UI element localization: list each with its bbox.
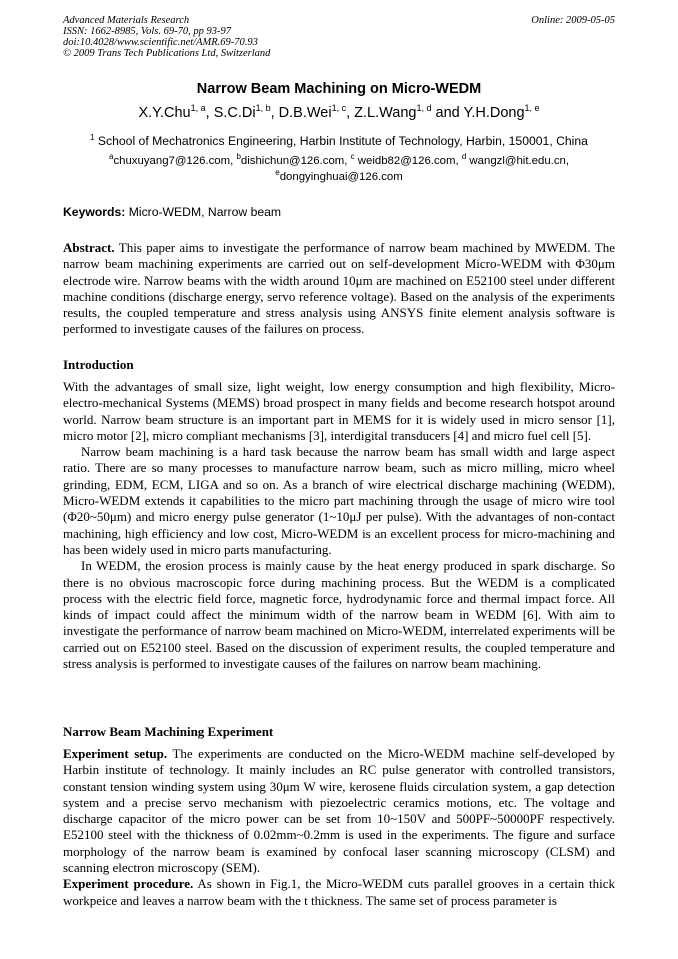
online-date: Online: 2009-05-05 <box>531 15 615 26</box>
setup-text: The experiments are conducted on the Micro-WEDM machine self-developed by Harbin institute of technology. It mainly includes an RC pulse generator with controlled transistors, constant tension winding system using 30μm W wire, kerosene fluids circulation system, a gap detection system and a precise servo mechanism with piezoelectric ceramics motions, etc. The voltage and discharge capacitor of the micro power can be set from 10~150V and 500PF~50000PF respectively. E52100 steel with the thickness of 0.02mm~0.2mm is used in the experiments. The figure and surface morphology of the narrow beam is examined by confocal laser scanning microscopy (CLSM) and scanning electron microscopy (SEM). <box>63 746 615 876</box>
author-separator: , <box>270 104 279 121</box>
abstract <box>63 240 615 338</box>
paper-title: Narrow Beam Machining on Micro-WEDM <box>196 81 482 97</box>
keywords <box>63 205 281 219</box>
procedure-label: Experiment procedure. <box>63 876 194 892</box>
experiment-setup <box>63 746 615 876</box>
intro-paragraph: In WEDM, the erosion process is mainly cause by the heat energy produced in spark discharge. So there is no obvious macroscopic force during machining process. But the WEDM is a complicated process with the electric field force, magnetic force, hydrodynamic force and thermal impact force. All kinds of impact could affect the minimum width of the narrow beam in WEDM [6]. With aim to investigate the performance of narrow beam machined on Micro-WEDM, interrelated experiments will be carried out on E52100 steel. Based on the discussion of experiment results, the coupled temperature and stress analysis is performed to investigate causes of the failures on narrow beam machining. <box>63 558 615 672</box>
author-separator: , <box>205 104 214 121</box>
intro-paragraph: Narrow beam machining is a hard task because the narrow beam has small width and large aspect ratio. There are so many processes to manufacture narrow beam, such as micro milling, micro wheel grinding, EDM, ECM, LIGA and so on. As a branch of wire electrical discharge machining (WEDM), Micro-WEDM extends it capabilities to the micro part machining through the usage of micro wire tool (Φ20~50μm) and micro energy pulse generator (1~10μJ per pulse). With the advantages of non-contact machining, high efficiency and low cost, Micro-WEDM is an excellent process for micro-machining and has been widely used in micro parts manufacturing. <box>63 444 615 557</box>
journal-name: Advanced Materials Research <box>63 15 190 26</box>
email-line-2 <box>0 168 678 183</box>
author-name: D.B.Wei <box>278 104 332 121</box>
author-sup: 1, a <box>190 103 206 113</box>
section-heading-experiment: Narrow Beam Machining Experiment <box>63 724 274 739</box>
experiment-body <box>63 746 615 909</box>
email-sup: c <box>350 152 355 161</box>
email-address: dishichun@126.com, <box>240 154 351 167</box>
author-name: X.Y.Chu <box>138 104 191 121</box>
email-sup: a <box>108 152 114 161</box>
intro-paragraph: With the advantages of small size, light weight, low energy consumption and high flexibility, Micro-electro-mechanical Systems (MEMS) broad prospect in many fields and become research hotspot around world. Narrow beam structure is an important part in MEMS for it is widely used in micro sensor [1], micro motor [2], micro compliant mechanisms [3], interdigital transducers [4] and micro fuel cell [5]. <box>63 379 615 443</box>
author-sup: 1, d <box>416 103 432 113</box>
email-sup: b <box>236 152 241 161</box>
issn-line: ISSN: 1662-8985, Vols. 69-70, pp 93-97 <box>63 26 231 37</box>
author-name: Y.H.Dong <box>463 104 525 121</box>
author-separator: and <box>431 104 464 121</box>
doi-line: doi:10.4028/www.scientific.net/AMR.69-70.93 <box>63 37 258 48</box>
author-sup: 1, b <box>255 103 271 113</box>
author-list <box>0 103 678 121</box>
email-address: chuxuyang7@126.com, <box>113 154 237 167</box>
introduction-body <box>63 379 615 672</box>
email-address: wangzl@hit.edu.cn, <box>466 154 570 167</box>
email-sup: d <box>461 152 467 161</box>
email-address: dongyinghuai@126.com <box>279 170 403 183</box>
journal-header <box>63 15 615 59</box>
abstract-label: Abstract. <box>63 240 115 255</box>
author-separator: , <box>346 104 355 121</box>
author-sup: 1, c <box>331 103 347 113</box>
abstract-text: This paper aims to investigate the performance of narrow beam machined by MWEDM. The narrow beam machining experiments are carried out on self-development Micro-WEDM with Φ30μm electrode wire. Narrow beams with the width around 10μm are machined on E52100 steel under different machine conditions (discharge energy, servo reference voltage). Based on the analysis of the experiments results, the coupled temperature and stress analysis using ANSYS finite element analysis software is performed to investigate causes of the failures on process. <box>63 240 615 337</box>
author-name: Z.L.Wang <box>354 104 417 121</box>
email-sup: e <box>275 168 280 177</box>
procedure-text: As shown in Fig.1, the Micro-WEDM cuts parallel grooves in a certain thick workpeice and leaves a narrow beam with the t thickness. The same set of process parameter is <box>63 876 615 908</box>
keywords-text: Micro-WEDM, Narrow beam <box>128 205 282 219</box>
email-line-1 <box>0 152 678 167</box>
copyright-line: © 2009 Trans Tech Publications Ltd, Switzerland <box>63 48 271 59</box>
affiliation-text: School of Mechatronics Engineering, Harbin Institute of Technology, Harbin, 150001, China <box>97 134 588 149</box>
affiliation <box>0 133 678 148</box>
section-heading-introduction: Introduction <box>63 357 134 372</box>
keywords-label: Keywords: <box>63 205 126 219</box>
author-sup: 1, e <box>524 103 540 113</box>
email-address: weidb82@126.com, <box>354 154 462 167</box>
experiment-procedure <box>63 876 615 909</box>
affiliation-sup: 1 <box>90 133 95 142</box>
author-name: S.C.Di <box>213 104 256 121</box>
setup-label: Experiment setup. <box>63 746 168 761</box>
